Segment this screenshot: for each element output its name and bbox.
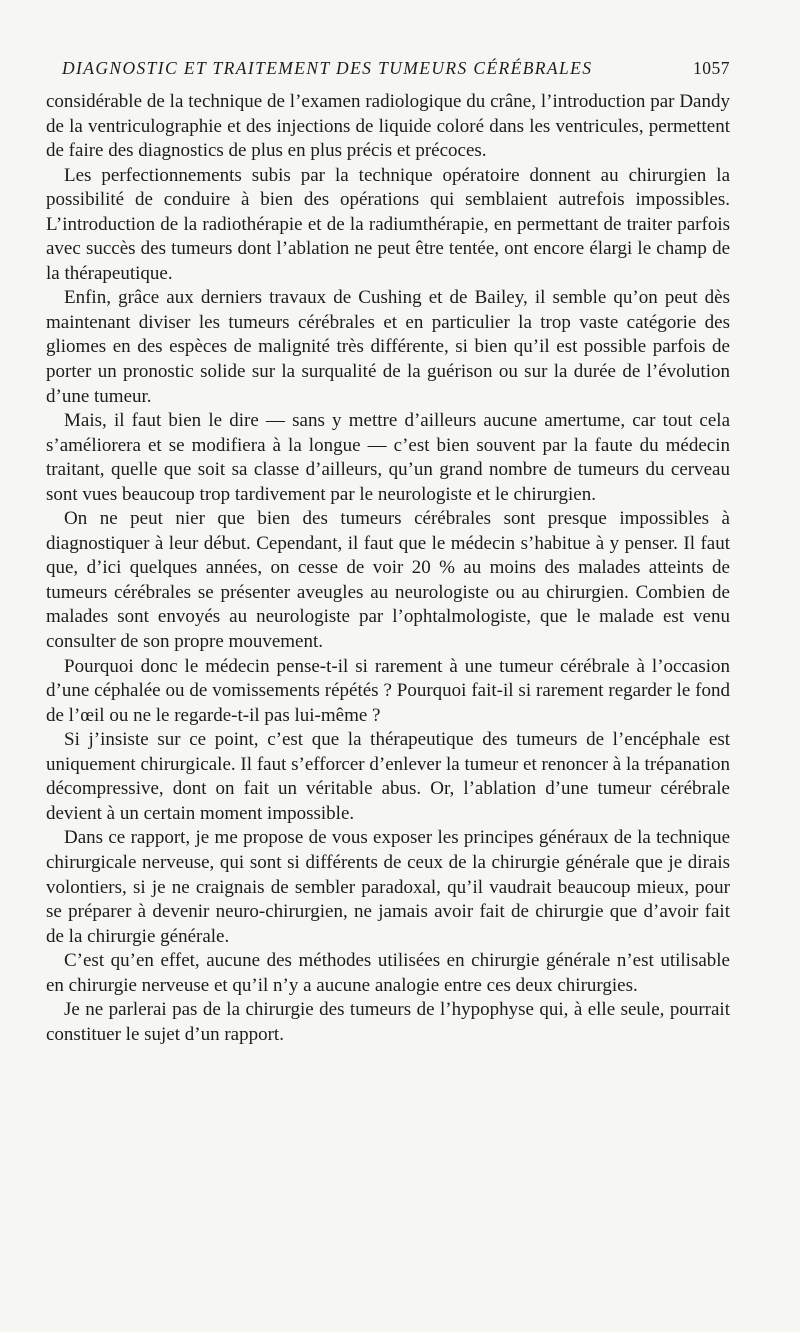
- paragraph-4: Mais, il faut bien le dire — sans y mettre d’ailleurs aucune amertume, car tout cela s’améliorera et se modifiera à la longue — c’est bien souvent par la faute du médecin traitant, quelle que soit sa classe d’ailleurs, qu’un grand nombre de tumeurs du cerveau sont vues beaucoup trop tardivement par le neurologiste et le chirurgien.: [46, 410, 730, 505]
- paragraph-7: Si j’insiste sur ce point, c’est que la thérapeutique des tumeurs de l’encéphale est uniquement chirurgicale. Il faut s’efforcer d’enlever la tumeur et renoncer à la trépanation décompressive, dont on fait un véritable abus. Or, l’ablation d’une tumeur cérébrale devient à un certain moment impossible.: [46, 729, 730, 824]
- body-text: [46, 90, 730, 1047]
- paragraph-1: considérable de la technique de l’examen radiologique du crâne, l’introduction par Dandy de la ventriculographie et des injections de liquide coloré dans les ventricules, permettent de faire des diagnostics de plus en plus précis et précoces.: [46, 91, 730, 162]
- paragraph-5: On ne peut nier que bien des tumeurs cérébrales sont presque impossibles à diagnostiquer à leur début. Cependant, il faut que le médecin s’habitue à y penser. Il faut que, d’ici quelques années, on cesse de voir 20 % au moins des malades atteints de tumeurs cérébrales se présenter aveugles au neurologiste ou au chirurgien. Combien de malades sont envoyés au neurologiste par l’ophtalmologiste, que le malade est venu consulter de son propre mouvement.: [46, 508, 730, 653]
- paragraph-2: Les perfectionnements subis par la technique opératoire donnent au chirurgien la possibilité de conduire à bien des opérations qui semblaient autrefois impossibles. L’introduction de la radiothérapie et de la radiumthérapie, en permettant de traiter parfois avec succès des tumeurs dont l’ablation ne peut être tentée, ont encore élargi le champ de la thérapeutique.: [46, 164, 730, 284]
- paragraph-8: Dans ce rapport, je me propose de vous exposer les principes généraux de la technique chirurgicale nerveuse, qui sont si différents de ceux de la chirurgie générale que je dirais volontiers, si je ne craignais de sembler paradoxal, qu’il vaudrait beaucoup mieux, pour se préparer à devenir neuro-chirurgien, ne jamais avoir fait de chirurgie que d’avoir fait de la chirurgie générale.: [46, 827, 730, 947]
- paragraph-9: C’est qu’en effet, aucune des méthodes utilisées en chirurgie générale n’est utilisable en chirurgie nerveuse et qu’il n’y a aucune analogie entre ces deux chirurgies.: [46, 950, 730, 996]
- paragraph-6: Pourquoi donc le médecin pense-t-il si rarement à une tumeur cérébrale à l’occasion d’une céphalée ou de vomissements répétés ? Pourquoi fait-il si rarement regarder le fond de l’œil ou ne le regarde-t-il pas lui-même ?: [46, 655, 730, 726]
- paragraph-3: Enfin, grâce aux derniers travaux de Cushing et de Bailey, il semble qu’on peut dès maintenant diviser les tumeurs cérébrales et en particulier la trop vaste catégorie des gliomes en des espèces de malignité très différente, si bien qu’il est possible parfois de porter un pronostic solide sur la surqualité de la guérison ou sur la durée de l’évolution d’une tumeur.: [46, 287, 730, 407]
- page-number: 1057: [693, 58, 730, 78]
- running-title: DIAGNOSTIC ET TRAITEMENT DES TUMEURS CÉRÉBRALES: [62, 58, 593, 78]
- paragraph-10: Je ne parlerai pas de la chirurgie des tumeurs de l’hypophyse qui, à elle seule, pourrait constituer le sujet d’un rapport.: [46, 999, 730, 1045]
- running-head: [62, 58, 730, 88]
